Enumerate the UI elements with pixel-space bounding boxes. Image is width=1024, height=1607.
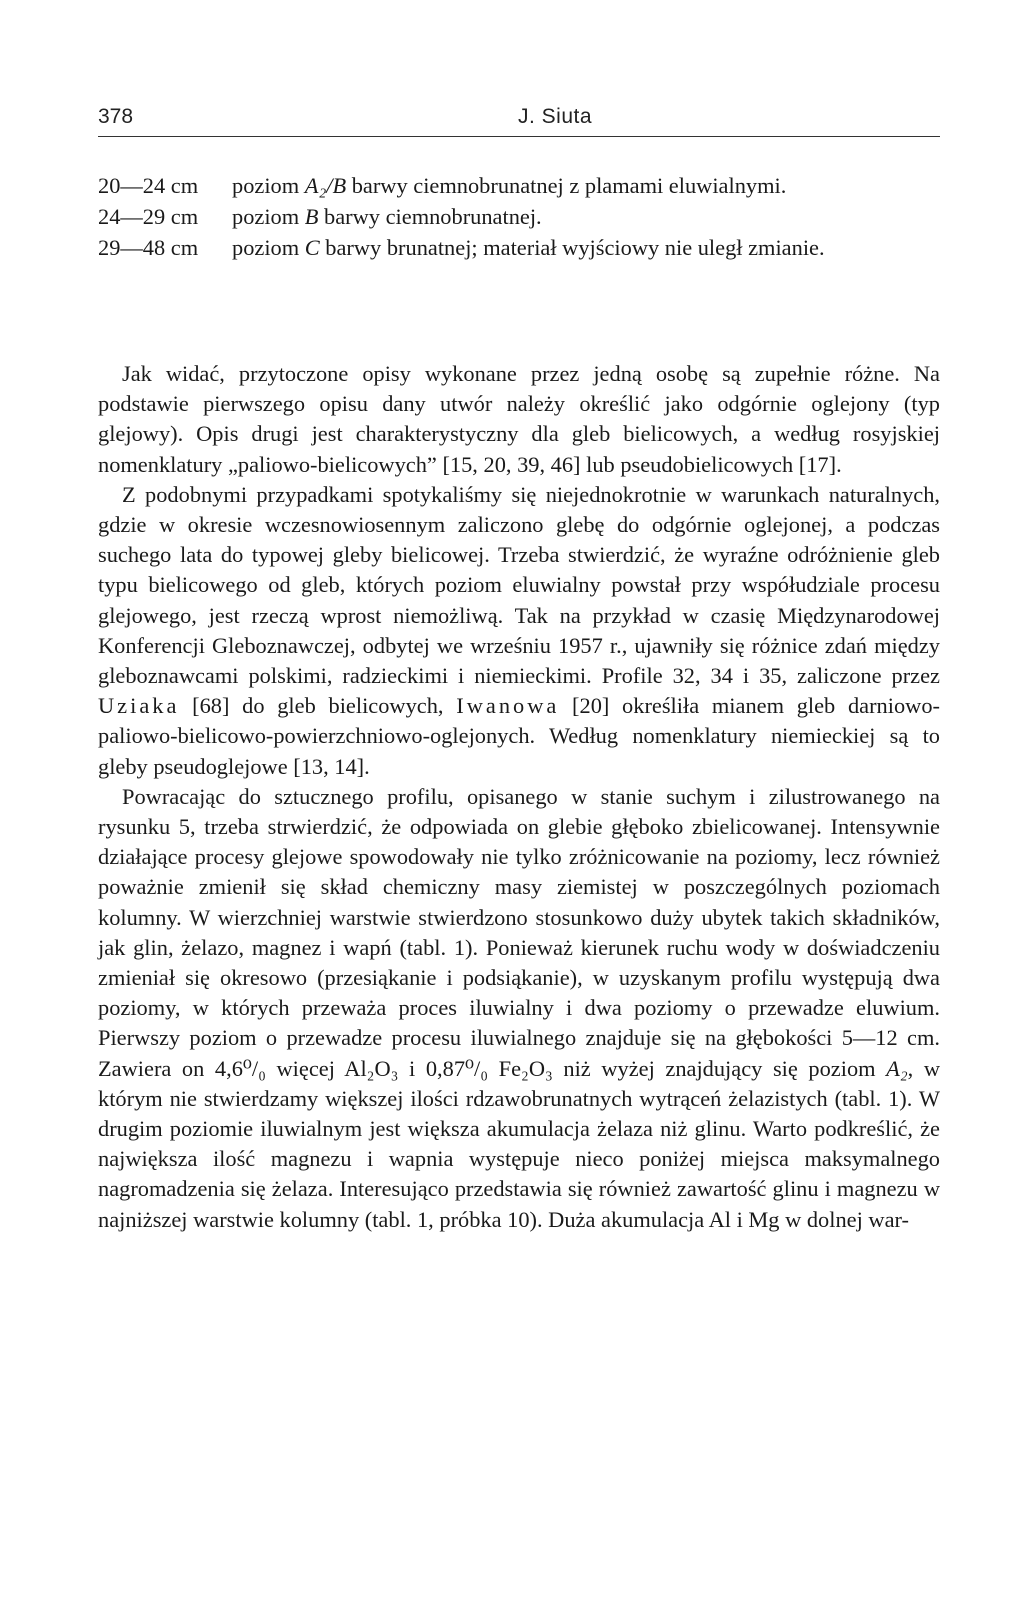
profile-description <box>232 201 940 232</box>
horizon-symbol: C <box>304 235 320 260</box>
paragraph-text: [68] do gleb bielicowych, <box>179 693 457 719</box>
body-text <box>98 359 940 1235</box>
horizon-symbol: A₂ <box>886 1055 908 1081</box>
profile-row <box>98 170 940 201</box>
profile-description <box>232 170 940 201</box>
paragraph-text: , w którym nie stwierdzamy większej ilości rdzawobrunatnych wytrąceń żelazistych (tabl. 1). W drugim poziomie iluwialnym jest większa akumulacja żelaza niż glinu. Warto podkreślić, że największa ilość magnezu i wapnia występuje nieco poniżej miejsca maksymalnego nagromadzenia się żelaza. Interesująco przedstawia się również zawartość glinu i magnezu w najniższej warstwie kolumny (tabl. 1, próbka 10). Duża akumulacja Al i Mg w dolnej war- <box>98 1055 940 1232</box>
horizon-symbol: A₂/B <box>304 173 347 198</box>
author-name: Uziaka <box>98 693 180 719</box>
soil-profile-list <box>98 170 940 263</box>
paragraph-text: Z podobnymi przypadkami spotykaliśmy się niejednokrotnie w warunkach naturalnych, gdzie w okresie wczesnowiosennym zaliczono glebę do odgórnie oglejonej, a podczas suchego lata do typowej gleby bielicowej. Trzeba stwierdzić, że wyraźne odróżnienie gleb typu bielicowego od gleb, których poziom eluwialny powstał przy współudziale procesu glejowego, jest rzeczą wprost niemożliwą. Tak na przykład w czasię Międzynarodowej Konferencji Gleboznawczej, odbytej we wrześniu 1957 r., ujawniły się różnice zdań między gleboznawcami polskimi, radzieckimi i niemieckimi. Profile 32, 34 i 35, zaliczone przez <box>98 481 940 689</box>
desc-text: poziom <box>232 173 305 198</box>
profile-depth: 29—48 cm <box>98 235 199 260</box>
running-author: J. Siuta <box>518 105 593 128</box>
paragraph-1: Jak widać, przytoczone opisy wykonane przez jedną osobę są zupełnie różne. Na podstawie pierwszego opisu dany utwór należy określić jako odgórnie oglejony (typ glejowy). Opis drugi jest charakterystyczny dla gleb bielicowych, a według rosyjskiej nomenklatury „paliowo-bielicowych” [15, 20, 39, 46] lub pseudobielicowych [17]. <box>98 361 940 477</box>
paragraph-2 <box>98 480 940 782</box>
page-number: 378 <box>98 105 134 128</box>
desc-text: barwy brunatnej; materiał wyjściowy nie uległ zmianie. <box>319 235 825 260</box>
profile-depth: 20—24 cm <box>98 173 199 198</box>
running-header <box>98 105 940 135</box>
paragraph-text: Powracając do sztucznego profilu, opisanego w stanie suchym i zilustrowanego na rysunku 5, trzeba strwierdzić, że odpowiada on glebie głęboko zbielicowanej. Intensywnie działające procesy glejowe spowodowały nie tylko zróżnicowanie na poziomy, lecz również poważnie zmienił się skład chemiczny masy ziemistej w poszczególnych poziomach kolumny. W wierzchniej warstwie stwierdzono stosunkowo duży ubytek takich składników, jak glin, żelazo, magnez i wapń (tabl. 1). Ponieważ kierunek ruchu wody w doświadczeniu zmieniał się okresowo (przesiąkanie i podsiąkanie), w uzyskanym profilu występują dwa poziomy, w których przeważa proces iluwialny i dwa poziomy o przewadze eluwium. Pierwszy poziom o przewadze procesu iluwialnego znajduje się na głębokości 5—12 cm. Zawiera on 4,6⁰/₀ więcej Al₂O₃ i 0,87⁰/₀ Fe₂O₃ niż wyżej znajdujący się poziom <box>98 783 940 1081</box>
desc-text: poziom <box>232 204 305 229</box>
desc-text: barwy ciemnobrunatnej. <box>318 204 542 229</box>
desc-text: poziom <box>232 235 305 260</box>
paragraph-text: [20] określiła mianem gleb darniowo-paliowo-bielicowo-powierzchniowo-oglejonych. Według nomenklatury niemieckiej są to gleby pseudoglejowe [13, 14]. <box>98 693 940 779</box>
horizon-symbol: B <box>304 204 319 229</box>
desc-text: barwy ciemnobrunatnej z plamami eluwialnymi. <box>346 173 787 198</box>
profile-row <box>98 232 940 263</box>
paragraph-3 <box>98 782 940 1235</box>
profile-depth: 24—29 cm <box>98 204 199 229</box>
author-name: Iwanowa <box>456 693 560 719</box>
header-rule <box>98 136 940 137</box>
profile-description <box>232 232 940 263</box>
profile-row <box>98 201 940 232</box>
